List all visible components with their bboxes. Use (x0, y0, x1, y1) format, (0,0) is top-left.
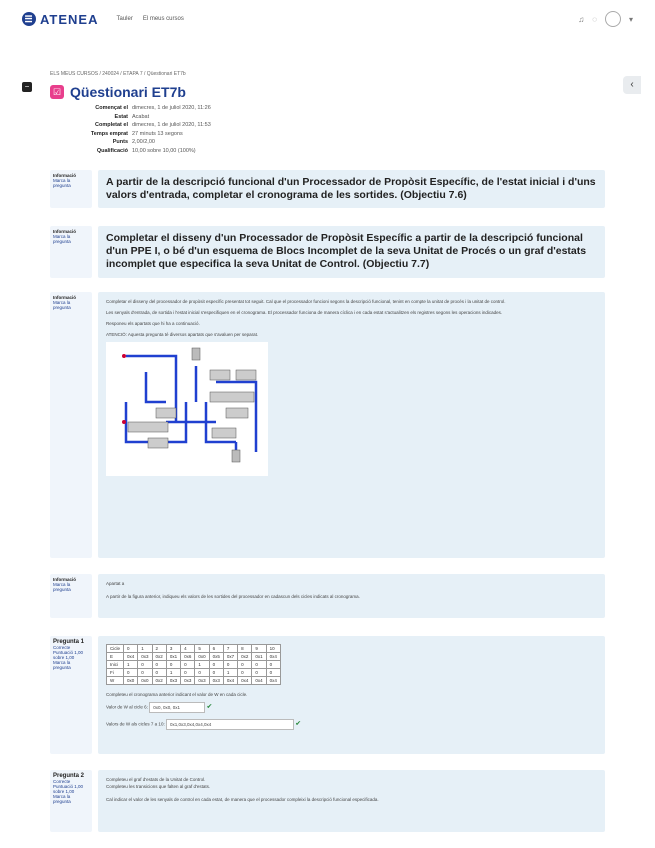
check-icon: ✔ (295, 720, 302, 728)
table-cell: 0x4 (266, 677, 280, 685)
table-row (107, 653, 281, 661)
question-text: Completeu les transicions que falten al graf d'estats. (106, 784, 211, 789)
paragraph: ATENCIÓ: Aquesta pregunta té diversos apartats que s'avaluen per separat. (106, 332, 259, 337)
table-cell: 4 (181, 645, 195, 653)
table-cell: 1 (195, 661, 209, 669)
flag-question-link[interactable]: Marca la pregunta (53, 234, 71, 244)
answer-label: Valors de W als cicles 7 a 10: (106, 721, 165, 727)
info-block-4 (50, 574, 605, 618)
table-cell: 0 (166, 661, 180, 669)
table-cell: 0 (138, 661, 152, 669)
atenea-logo[interactable] (22, 12, 98, 27)
bell-icon[interactable]: ♫ (578, 14, 585, 24)
block-drawer-button[interactable]: ‹ (623, 76, 641, 94)
table-cell: 10 (266, 645, 280, 653)
table-cell: 0x0 (138, 677, 152, 685)
table-cell: 0x1 (166, 653, 180, 661)
summary-value: 2,00/2,00 (132, 139, 155, 145)
table-cell: Fi (107, 669, 124, 677)
question-grade: Puntuació 1,00 sobre 1,00 (53, 650, 84, 660)
table-cell: 0x3 (166, 677, 180, 685)
table-cell: 0 (181, 669, 195, 677)
table-cell: 0 (266, 661, 280, 669)
question-content (98, 636, 605, 754)
nav-dashboard[interactable]: Tauler (116, 16, 133, 22)
info-label: Informació (53, 295, 77, 300)
table-cell: 0x4 (124, 653, 138, 661)
block-heading: A partir de la descripció funcional d'un Processador de Propòsit Específic, de l'estat inicial i d'uns valors d'entrada, completar el cronograma de les sortides. (Objectiu 7.6) (106, 176, 596, 201)
table-cell: 0 (238, 669, 252, 677)
breadcrumb[interactable]: ELS MEUS CURSOS / 240024 / ETAPA 7 / Qüestionari ET7b (50, 71, 186, 77)
table-cell: 8 (238, 645, 252, 653)
table-cell: 0x7 (223, 653, 237, 661)
table-row (107, 669, 281, 677)
summary-key: Temps emprat (90, 130, 128, 137)
chat-icon[interactable]: ◌ (592, 14, 597, 24)
question-2 (50, 770, 605, 832)
attempt-summary (50, 104, 211, 155)
flag-question-link[interactable]: Marca la pregunta (53, 794, 71, 804)
info-sidebar (50, 292, 92, 558)
table-cell: 0 (195, 669, 209, 677)
table-cell: 0 (181, 661, 195, 669)
table-cell: Inici (107, 661, 124, 669)
table-cell: 0x3 (209, 677, 223, 685)
summary-value: 10,00 sobre 10,00 (100%) (132, 147, 196, 154)
table-cell: 0x1 (252, 653, 266, 661)
flag-question-link[interactable]: Marca la pregunta (53, 660, 71, 670)
check-icon: ✔ (206, 703, 213, 711)
avatar[interactable] (605, 11, 621, 27)
table-cell: 0 (152, 661, 166, 669)
summary-key: Qualificació (96, 147, 128, 154)
info-block-3 (50, 292, 605, 558)
logo-text: ATENEA (40, 11, 99, 27)
table-cell: 1 (124, 661, 138, 669)
question-text: Cal indicar el valor de les senyals de control en cada estat, de manera que el processador compleixi la descripció funcional especificada. (106, 797, 379, 802)
paragraph: Responeu els apartats que hi ha a continuació. (106, 321, 200, 326)
nav-my-courses[interactable]: El meus cursos (142, 16, 184, 22)
paragraph: Les senyals d'entrada, de sortida i l'estat inicial s'especifiquen en el cronograma. El processador funciona de manera cíclica i en cada estat s'actualitzen els registres segons les operacions indicades. (106, 310, 503, 315)
summary-key: Començat el (95, 105, 128, 111)
table-cell: 0x4 (266, 653, 280, 661)
chevron-down-icon[interactable]: ▾ (628, 14, 633, 24)
table-cell: 0x3 (138, 653, 152, 661)
table-cell: 0x4 (238, 677, 252, 685)
summary-value: 27 minuts 13 segons (132, 130, 183, 137)
table-cell: 0 (266, 669, 280, 677)
table-cell: 0 (223, 661, 237, 669)
table-cell: E (107, 653, 124, 661)
table-cell: 1 (223, 669, 237, 677)
table-cell: 0x0 (195, 653, 209, 661)
table-cell: Cicle (107, 645, 124, 653)
question-number: Pregunta 1 (53, 639, 85, 645)
table-cell: 1 (166, 669, 180, 677)
table-row (107, 677, 281, 685)
answer-row-2 (106, 719, 597, 730)
info-content (98, 226, 605, 278)
section-label: Apartat a (106, 581, 125, 586)
table-cell: 2 (152, 645, 166, 653)
summary-key: Estat (114, 113, 128, 120)
user-menu-area (578, 11, 633, 27)
summary-value: Acabat (132, 113, 150, 120)
main-nav (116, 16, 183, 22)
table-cell: 0x0 (124, 677, 138, 685)
table-cell: 0 (152, 669, 166, 677)
table-cell: 0x6 (181, 653, 195, 661)
quiz-icon: ☑ (50, 85, 64, 99)
table-cell: 0 (252, 661, 266, 669)
table-cell: 0 (124, 669, 138, 677)
block-heading: Completar el disseny d'un Processador de Propòsit Específic a partir de la descripció funcional d'un PPE I, o bé d'un esquema de Blocs Incomplet de la seva Unitat de Procés o un graf d'estats incomplet que especifica la seva Unitat de Control. (Objectiu 7.7) (106, 232, 587, 270)
table-cell: 0 (252, 669, 266, 677)
table-cell: 1 (138, 645, 152, 653)
answer-input-1[interactable]: 0x0, 0x0, 0x1 (149, 702, 205, 713)
info-sidebar (50, 574, 92, 618)
summary-value: dimecres, 1 de juliol 2020, 11:53 (132, 122, 211, 128)
paragraph: Completar el disseny del processador de propòsit específic presentat tot seguit. Cal que el processador funcioni segons la descripció funcional, tenint en compte la unitat de procés i la unitat de control. (106, 299, 506, 304)
question-text: Completeu el cronograma anterior indicant el valor de W en cada cicle. (106, 692, 248, 697)
table-row (107, 645, 281, 653)
table-cell: 0 (124, 645, 138, 653)
table-cell: W (107, 677, 124, 685)
table-cell: 0 (238, 661, 252, 669)
info-block-2 (50, 226, 605, 278)
drawer-toggle-button[interactable]: − (22, 82, 32, 92)
question-info (50, 770, 92, 832)
summary-key: Punts (112, 139, 128, 145)
table-cell: 0 (138, 669, 152, 677)
info-label: Informació (53, 173, 77, 178)
table-cell: 0x2 (152, 653, 166, 661)
circuit-diagram (106, 342, 268, 476)
table-row (107, 661, 281, 669)
table-cell: 7 (223, 645, 237, 653)
table-cell: 0x3 (195, 677, 209, 685)
table-cell: 0x2 (238, 653, 252, 661)
question-1 (50, 636, 605, 754)
info-block-1 (50, 170, 605, 208)
table-cell: 9 (252, 645, 266, 653)
question-content (98, 770, 605, 832)
answer-input-2[interactable]: 0x1,0x3,0x4,0x4,0x4 (166, 719, 294, 730)
summary-value: dimecres, 1 de juliol 2020, 11:26 (132, 105, 211, 111)
table-cell: 5 (195, 645, 209, 653)
table-cell: 6 (209, 645, 223, 653)
table-cell: 0x4 (252, 677, 266, 685)
table-cell: 0x5 (209, 653, 223, 661)
question-grade: Puntuació 1,00 sobre 1,00 (53, 784, 84, 794)
table-cell: 0x2 (152, 677, 166, 685)
info-content (98, 574, 605, 618)
question-info (50, 636, 92, 754)
page-title: Qüestionari ET7b (70, 84, 186, 100)
flag-question-link[interactable]: Marca la pregunta (53, 582, 71, 592)
info-label: Informació (53, 577, 77, 582)
table-cell: 3 (166, 645, 180, 653)
table-cell: 0x3 (181, 677, 195, 685)
summary-key: Completat el (94, 122, 128, 128)
question-state: Correcte (53, 779, 71, 784)
info-content (98, 292, 605, 558)
paragraph: A partir de la figura anterior, indiqueu els valors de les sortides del processador en cadascun dels cicles indicats al cronograma. (106, 594, 360, 599)
info-content (98, 170, 605, 208)
flag-question-link[interactable]: Marca la pregunta (53, 178, 71, 188)
table-cell: 0x4 (223, 677, 237, 685)
info-label: Informació (53, 229, 77, 234)
answer-label: Valor de W al cicle 6: (106, 704, 148, 710)
info-sidebar (50, 226, 92, 278)
circuit-figure (106, 342, 268, 476)
flag-question-link[interactable]: Marca la pregunta (53, 300, 71, 310)
info-sidebar (50, 170, 92, 208)
table-cell: 0 (209, 669, 223, 677)
logo-icon: ☰ (22, 12, 36, 26)
question-state: Correcte (53, 645, 71, 650)
table-cell: 0 (209, 661, 223, 669)
question-text: Completeu el graf d'estats de la Unitat de Control. (106, 777, 206, 782)
timing-table (106, 644, 281, 685)
question-number: Pregunta 2 (53, 773, 85, 779)
page-header (50, 84, 186, 100)
answer-row-1 (106, 702, 597, 713)
top-navbar (0, 0, 655, 38)
